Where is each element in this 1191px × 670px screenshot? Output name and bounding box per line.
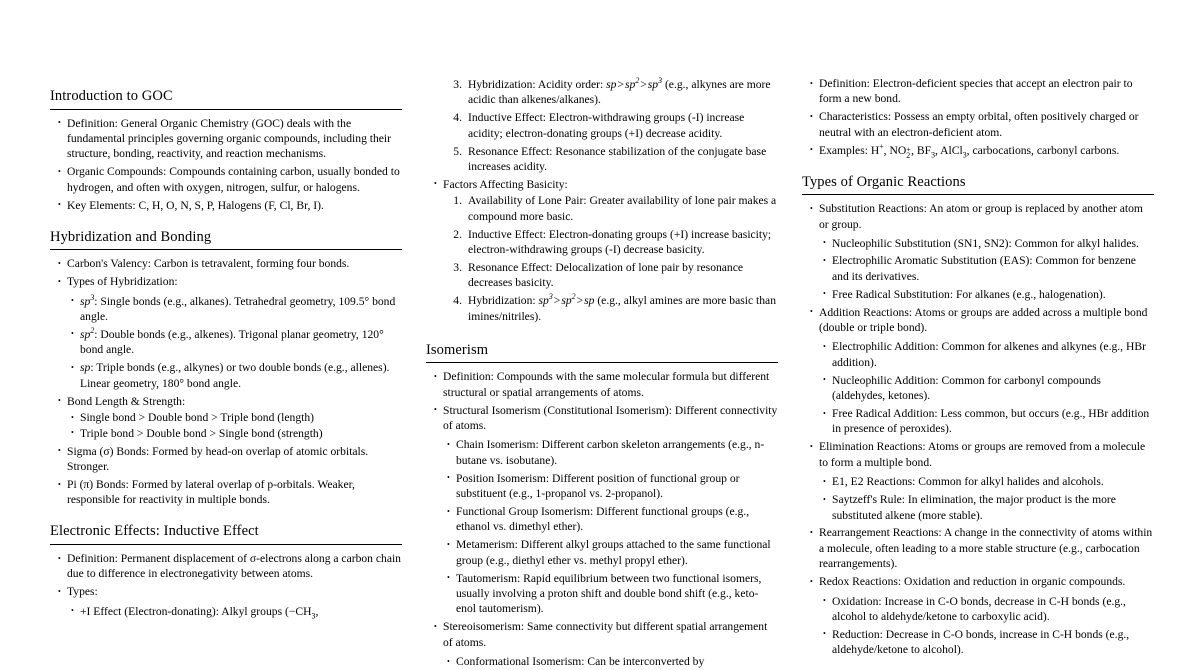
list-item: • Oxidation: Increase in C-O bonds, decrease in C-H bonds (e.g., alcohol to aldehyde/ketone to carboxylic acid).	[823, 594, 1154, 625]
section-spacer	[802, 159, 1154, 174]
list-item: • Free Radical Addition: Less common, but occurs (e.g., HBr addition in presence of peroxides).	[823, 406, 1154, 437]
list-item: • Types:	[58, 584, 402, 599]
list-item: • Factors Affecting Basicity:	[434, 177, 778, 192]
list-types-of-organic-reactions	[802, 201, 1154, 657]
math-sp3: $sp^3$	[647, 76, 663, 91]
section-spacer	[50, 508, 402, 523]
greater-than-symbol: >	[576, 294, 584, 308]
list-item: • Characteristics: Possess an empty orbital, often positively charged or neutral with an electron-deficient atom.	[810, 109, 1154, 140]
section-heading-types-of-organic-reactions: Types of Organic Reactions	[802, 173, 966, 190]
formula-bf3: $BF_3$	[916, 143, 935, 159]
list-item-label-tail: ,	[315, 604, 319, 618]
list-item-label: : Triple bonds (e.g., alkynes) or two double bonds (e.g., allenes). Linear geometry, 180° bond angle.	[80, 361, 390, 390]
math-sp3: $sp^3$	[538, 292, 553, 308]
section-spacer	[50, 214, 402, 229]
section-spacer	[426, 327, 778, 342]
list-isomerism	[426, 369, 778, 669]
list-item: • Reduction: Decrease in C-O bonds, increase in C-H bonds (e.g., aldehyde/ketone to alcohol).	[823, 627, 1154, 658]
list-item-suffix: (e.g., alkynes are more acidic than alkenes/alkanes).	[468, 78, 771, 107]
math-sp2: $sp^2$	[561, 292, 576, 308]
sublist-hybridization-types	[58, 290, 402, 391]
list-item: • Bond Length & Strength:	[58, 394, 402, 409]
list-item: • Electrophilic Aromatic Substitution (EAS): Common for benzene and its derivatives.	[823, 253, 1154, 284]
column-left	[50, 0, 402, 626]
list-inductive-effect	[50, 551, 402, 619]
sublist-redox-reactions	[810, 590, 1154, 658]
list-item	[71, 294, 402, 325]
column-right	[802, 0, 1154, 657]
list-item-prefix: Examples:	[819, 143, 871, 157]
list-item-label: : Double bonds (e.g., alkenes). Trigonal planar geometry, 120° bond angle.	[80, 327, 384, 357]
list-electrophiles-continued	[802, 76, 1154, 158]
list-item: • E1, E2 Reactions: Common for alkyl halides and alcohols.	[823, 474, 1154, 489]
list-item: • Examples: H+, NO + 2 , $BF_3$, AlCl$_3$, carbocations, carbonyl carbons.	[810, 143, 1154, 158]
list-item: • Key Elements: C, H, O, N, S, P, Halogens (F, Cl, Br, I).	[58, 198, 402, 213]
list-introduction-to-goc	[50, 116, 402, 213]
sublist-structural-isomerism	[434, 434, 778, 617]
list-hybridization-and-bonding	[50, 256, 402, 508]
list-item: • Definition: Compounds with the same molecular formula but different structural or spatial arrangements of atoms.	[434, 369, 778, 400]
list-item	[446, 293, 778, 324]
math-sp: sp	[584, 294, 595, 308]
column-middle	[426, 0, 778, 669]
list-item: • Conformational Isomerism: Can be interconverted by	[447, 654, 778, 669]
list-item-prefix: Hybridization: Acidity order:	[468, 78, 607, 91]
list-item	[446, 77, 778, 108]
heading-rule	[50, 109, 402, 110]
list-item: • Metamerism: Different alkyl groups attached to the same functional group (e.g., diethyl ether vs. methyl propyl ether).	[447, 537, 778, 568]
list-item: • Redox Reactions: Oxidation and reduction in organic compounds.	[810, 574, 1154, 589]
list-item: • Nucleophilic Addition: Common for carbonyl compounds (aldehydes, ketones).	[823, 373, 1154, 404]
list-item: • Types of Hybridization:	[58, 274, 402, 289]
list-item: • Addition Reactions: Atoms or groups are added across a multiple bond (double or triple bond).	[810, 305, 1154, 336]
list-item-suffix: (e.g., alkyl amines are more basic than imines/nitriles).	[468, 294, 776, 323]
section-heading-isomerism: Isomerism	[426, 341, 489, 358]
list-item: • Rearrangement Reactions: A change in the connectivity of atoms within a molecule, often leading to a more stable structure (e.g., carbocation rearrangements).	[810, 525, 1154, 571]
list-item: • Stereoisomerism: Same connectivity but different spatial arrangement of atoms.	[434, 619, 778, 650]
list-item: Resonance Effect: Resonance stabilization of the conjugate base increases acidity.	[468, 144, 767, 174]
list-item-suffix: , carbocations, carbonyl carbons.	[966, 143, 1120, 157]
list-item: • Sigma (σ) Bonds: Formed by head-on overlap of atomic orbitals. Stronger.	[58, 444, 402, 475]
section-heading-introduction-to-goc: Introduction to GOC	[50, 88, 173, 104]
list-item: • Definition: Electron-deficient species that accept an electron pair to form a new bond.	[810, 76, 1154, 107]
math-sp2: $sp^2$	[625, 76, 640, 91]
list-item: • Definition: General Organic Chemistry (GOC) deals with the fundamental principles governing organic compounds, including their structure, bonding, reactivity, and reaction mechanisms.	[58, 116, 402, 162]
list-item: Inductive Effect: Electron-withdrawing groups (-I) increase acidity; electron-donating groups (+I) decrease acidity.	[468, 111, 745, 140]
list-item: • Single bond > Double bond > Triple bond (length)	[71, 410, 402, 425]
list-item: Availability of Lone Pair: Greater availability of lone pair makes a compound more basic.	[468, 194, 777, 223]
heading-rule	[50, 544, 402, 545]
list-item-prefix: Hybridization:	[468, 294, 539, 308]
list-item: • Chain Isomerism: Different carbon skeleton arrangements (e.g., n-butane vs. isobutane).	[447, 437, 778, 468]
greater-than-symbol: >	[640, 78, 647, 91]
list-factors-affecting-acidity-continued	[426, 76, 778, 174]
sublist-substitution-reactions	[810, 232, 1154, 302]
list-item: • Organic Compounds: Compounds containing carbon, usually bonded to hydrogen, and often with oxygen, nitrogen, sulfur, or halogens.	[58, 164, 402, 195]
sublist-bond-length-strength	[58, 409, 402, 441]
list-item-label: : Single bonds (e.g., alkanes). Tetrahedral geometry, 109.5° bond angle.	[80, 294, 396, 323]
list-item: • Carbon's Valency: Carbon is tetravalent, forming four bonds.	[58, 256, 402, 271]
list-item: • Electrophilic Addition: Common for alkenes and alkynes (e.g., HBr addition).	[823, 339, 1154, 370]
list-item: • Substitution Reactions: An atom or group is replaced by another atom or group.	[810, 201, 1154, 232]
section-heading-electronic-effects-inductive-effect: Electronic Effects: Inductive Effect	[50, 523, 259, 540]
section-heading-hybridization-and-bonding: Hybridization and Bonding	[50, 228, 212, 245]
list-item: • Tautomerism: Rapid equilibrium between two functional isomers, usually involving a proton shift and double bond shift (e.g., keto-enol tautomerism).	[447, 571, 778, 617]
list-item: Resonance Effect: Delocalization of lone pair by resonance decreases basicity.	[468, 260, 744, 290]
list-item: • Free Radical Substitution: For alkanes (e.g., halogenation).	[823, 287, 1154, 302]
list-item: • Triple bond > Double bond > Single bond (strength)	[71, 426, 402, 441]
greater-than-symbol: >	[553, 294, 561, 308]
list-item: • Pi (π) Bonds: Formed by lateral overlap of p-orbitals. Weaker, responsible for reactivity in multiple bonds.	[58, 477, 402, 508]
list-item: • Position Isomerism: Different position of functional group or substituent (e.g., 1-propanol vs. 2-propanol).	[447, 471, 778, 502]
heading-rule	[50, 249, 402, 250]
heading-rule	[426, 362, 778, 363]
greater-than-symbol: >	[617, 78, 624, 91]
list-item: • Saytzeff's Rule: In elimination, the major product is the more substituted alkene (more stable).	[823, 492, 1154, 523]
list-item: • +I Effect (Electron-donating): Alkyl groups ($-CH_3$,	[71, 604, 402, 619]
list-item: • Elimination Reactions: Atoms or groups are removed from a molecule to form a multiple bond.	[810, 439, 1154, 470]
list-item: • Structural Isomerism (Constitutional Isomerism): Different connectivity of atoms.	[434, 403, 778, 434]
math-sp3: $sp^3$	[80, 292, 95, 308]
sublist-inductive-types	[58, 600, 402, 619]
list-item	[71, 327, 402, 358]
sublist-stereoisomerism	[434, 651, 778, 670]
math-sp2: $sp^2$	[80, 326, 95, 341]
list-item: • Functional Group Isomerism: Different functional groups (e.g., ethanol vs. dimethyl ether).	[447, 504, 778, 535]
formula-nitronium: NO + 2	[889, 143, 911, 160]
list-item: • Definition: Permanent displacement of σ-electrons along a carbon chain due to difference in electronegativity between atoms.	[58, 551, 402, 582]
heading-rule	[802, 194, 1154, 195]
list-item: Inductive Effect: Electron-donating groups (+I) increase basicity; electron-withdrawing groups (-I) decrease basicity.	[468, 227, 772, 257]
math-sp: sp	[80, 361, 91, 375]
list-item	[71, 360, 402, 391]
list-item: • Nucleophilic Substitution (SN1, SN2): Common for alkyl halides.	[823, 236, 1154, 251]
list-factors-affecting-basicity	[426, 177, 778, 192]
sublist-addition-reactions	[810, 336, 1154, 437]
sublist-basicity-factors	[426, 192, 778, 324]
formula-alcl3: AlCl$_3$	[940, 143, 967, 159]
formula-h-plus: H+	[870, 141, 884, 157]
list-item-label: +I Effect (Electron-donating): Alkyl groups (	[80, 604, 289, 618]
sublist-elimination-reactions	[810, 471, 1154, 523]
math-sp: sp	[606, 78, 617, 91]
